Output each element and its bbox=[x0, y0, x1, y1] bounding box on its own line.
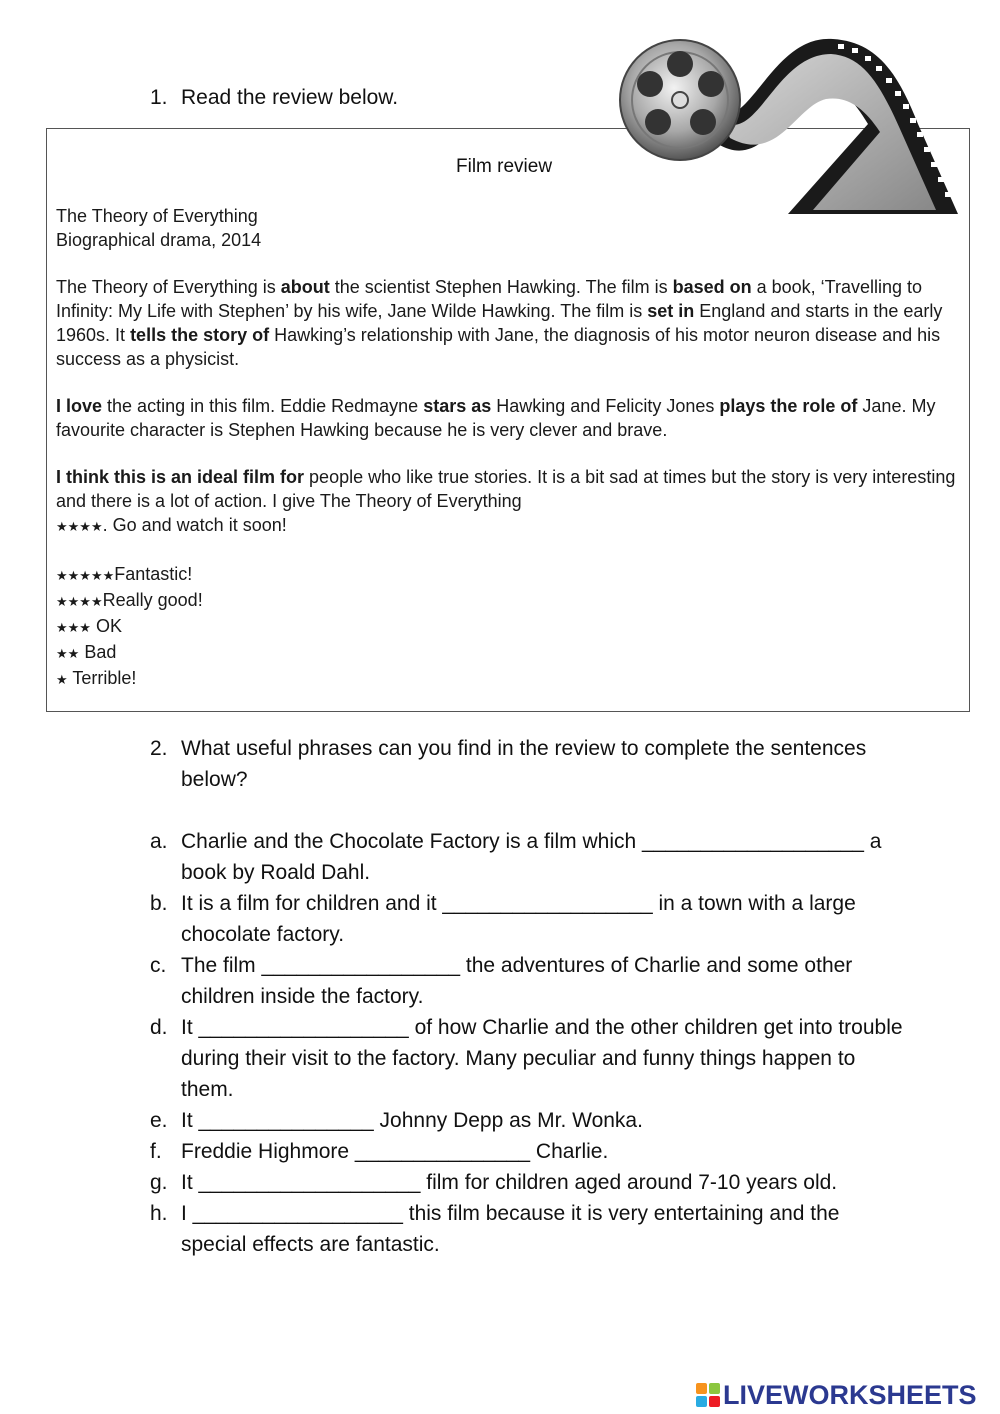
item-letter: d. bbox=[150, 1016, 168, 1039]
list-item bbox=[150, 1198, 910, 1260]
item-letter: g. bbox=[150, 1171, 168, 1194]
key-phrase: set in bbox=[647, 301, 695, 321]
rating-line bbox=[56, 614, 966, 640]
text-span: . Go and watch it soon! bbox=[102, 515, 287, 535]
star-icon: ★★★ bbox=[56, 620, 91, 635]
review-paragraph-1 bbox=[56, 275, 966, 371]
text-span: England and starts in the early 1960s. It bbox=[56, 301, 943, 345]
list-item bbox=[150, 1105, 910, 1136]
rating-label: Terrible! bbox=[67, 668, 137, 688]
item-text: I __________________ this film because it is very entertaining and the special effects are fantastic. bbox=[181, 1202, 840, 1256]
star-icon: ★ bbox=[56, 672, 68, 687]
key-phrase: based on bbox=[672, 277, 752, 297]
rating-line bbox=[56, 588, 966, 614]
list-item bbox=[150, 826, 910, 888]
liveworksheets-logo[interactable] bbox=[696, 1380, 977, 1410]
review-heading: Film review bbox=[456, 156, 553, 177]
item-text: It is a film for children and it __________________ in a town with a large chocolate factory. bbox=[181, 892, 856, 946]
list-item bbox=[150, 1136, 910, 1167]
film-title: The Theory of Everything bbox=[56, 206, 258, 226]
text-span: people who like true stories. It is a bit sad at times but the story is very interesting and there is a lot of action. I give The Theory of Everything bbox=[56, 467, 956, 511]
rating-line bbox=[56, 666, 966, 692]
rating-line bbox=[56, 562, 966, 588]
star-icon: ★★★★★ bbox=[56, 568, 115, 583]
list-item bbox=[150, 1167, 910, 1198]
list-item bbox=[150, 950, 910, 1012]
question-2 bbox=[150, 733, 881, 795]
text-span: Hawking’s relationship with Jane, the diagnosis of his motor neuron disease and his success as a physicist. bbox=[56, 325, 941, 369]
item-text: It _______________ Johnny Depp as Mr. Wonka. bbox=[181, 1109, 643, 1132]
key-phrase: tells the story of bbox=[130, 325, 270, 345]
text-span: a book, ‘Travelling to Infinity: My Life with Stephen’ by his wife, Jane Wilde Hawking. The film is bbox=[56, 277, 923, 321]
star-icon: ★★★★ bbox=[56, 594, 103, 609]
review-body bbox=[56, 204, 966, 692]
text-span: Jane. My favourite character is Stephen Hawking because he is very clever and brave. bbox=[56, 396, 936, 440]
text-span: the acting in this film. Eddie Redmayne bbox=[102, 396, 424, 416]
question-1-number: 1. bbox=[150, 86, 168, 109]
item-letter: a. bbox=[150, 830, 168, 853]
key-phrase: I think this is an ideal film for bbox=[56, 467, 305, 487]
key-phrase: I love bbox=[56, 396, 103, 416]
item-text: It ___________________ film for children aged around 7-10 years old. bbox=[181, 1171, 838, 1194]
text-span: The Theory of Everything is bbox=[56, 277, 281, 297]
rating-label: Bad bbox=[79, 642, 117, 662]
list-item bbox=[150, 888, 910, 950]
question-2-text: What useful phrases can you find in the review to complete the sentences below? bbox=[181, 737, 867, 791]
rating-line bbox=[56, 640, 966, 666]
item-letter: h. bbox=[150, 1202, 168, 1225]
sentence-list bbox=[150, 826, 910, 1260]
item-letter: e. bbox=[150, 1109, 168, 1132]
liveworksheets-logo-icon bbox=[696, 1383, 720, 1407]
question-2-number: 2. bbox=[150, 737, 168, 760]
key-phrase: plays the role of bbox=[719, 396, 858, 416]
rating-label: Fantastic! bbox=[114, 564, 193, 584]
item-text: It __________________ of how Charlie and the other children get into trouble during their visit to the factory. Many peculiar and funny things happen to them. bbox=[181, 1016, 903, 1101]
text-span: the scientist Stephen Hawking. The film is bbox=[329, 277, 673, 297]
rating-label: OK bbox=[90, 616, 122, 636]
list-item bbox=[150, 1012, 910, 1105]
rating-label: Really good! bbox=[102, 590, 203, 610]
item-letter: c. bbox=[150, 954, 167, 977]
star-icon: ★★ bbox=[56, 646, 80, 661]
item-text: Charlie and the Chocolate Factory is a film which ___________________ a book by Roald Dahl. bbox=[181, 830, 882, 884]
genre-year: Biographical drama, 2014 bbox=[56, 230, 262, 250]
item-letter: b. bbox=[150, 892, 168, 915]
question-1-text: Read the review below. bbox=[181, 86, 399, 109]
item-letter: f. bbox=[150, 1140, 162, 1163]
film-reel-icon bbox=[618, 14, 980, 220]
item-text: Freddie Highmore _______________ Charlie. bbox=[181, 1140, 609, 1163]
review-paragraph-2 bbox=[56, 394, 966, 442]
rating-key bbox=[56, 562, 966, 692]
review-paragraph-3 bbox=[56, 465, 966, 539]
key-phrase: about bbox=[280, 277, 330, 297]
logo-text: LIVEWORKSHEETS bbox=[723, 1379, 977, 1410]
key-phrase: stars as bbox=[423, 396, 492, 416]
star-rating-icon: ★★★★ bbox=[56, 519, 103, 534]
text-span: Hawking and Felicity Jones bbox=[491, 396, 720, 416]
item-text: The film _________________ the adventures of Charlie and some other children inside the factory. bbox=[181, 954, 853, 1008]
